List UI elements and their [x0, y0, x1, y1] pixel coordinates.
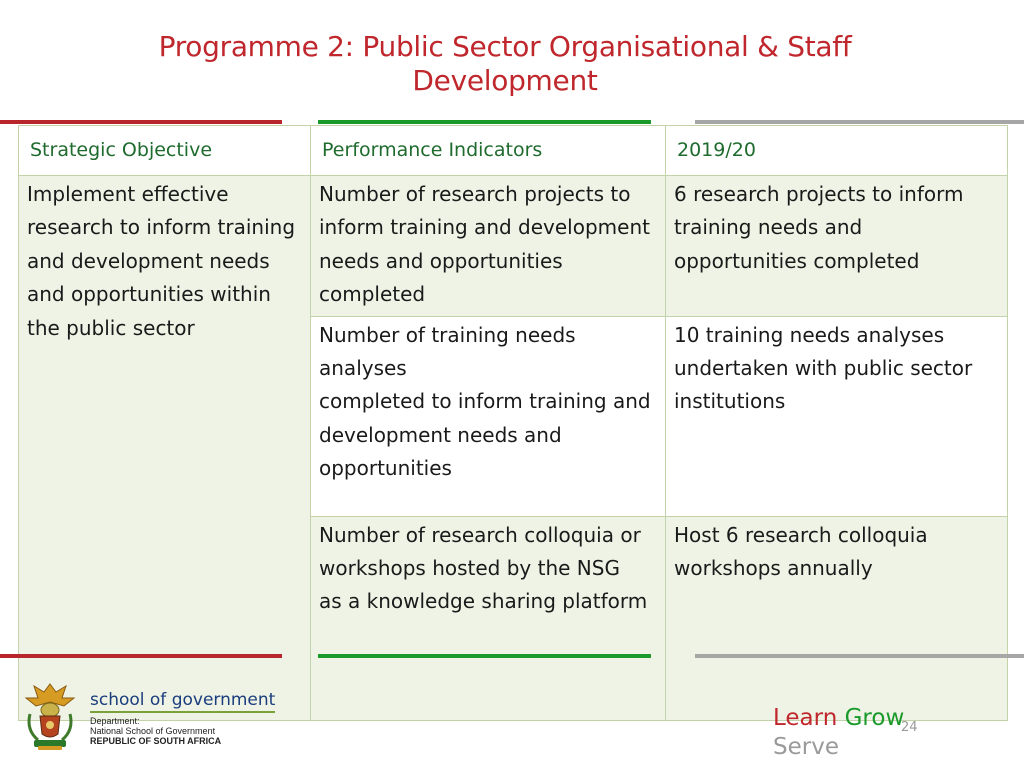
table-row: [19, 176, 1008, 317]
indicator-cell: Number of research projects to inform training and development needs and opportunities completed: [311, 176, 666, 317]
page-number: 24: [901, 720, 918, 735]
top-green-bar: [318, 120, 651, 124]
bottom-green-bar: [318, 654, 651, 658]
bottom-grey-bar: [695, 654, 1024, 658]
indicator-line: Number of research colloquia or workshops hosted by the NSG: [319, 522, 641, 581]
indicator-line: development needs and opportunities: [319, 422, 562, 481]
target-cell: Host 6 research colloquia workshops annually: [666, 516, 1008, 720]
bottom-red-bar: [0, 654, 282, 658]
indicator-line: Number of training needs analyses: [319, 322, 576, 381]
header-strategic-objective: Strategic Objective: [19, 126, 311, 176]
indicator-line: as a knowledge sharing platform: [319, 589, 648, 614]
strategic-objective-cell: Implement effective research to inform training and development needs and opportunities within the public sector: [19, 176, 311, 721]
coat-of-arms-logo: [22, 680, 78, 752]
target-cell: 6 research projects to inform training needs and opportunities completed: [666, 176, 1008, 317]
table-header-row: [19, 126, 1008, 176]
top-grey-bar: [695, 120, 1024, 124]
slogan-grow: Grow: [844, 705, 905, 731]
department-label: Department:: [90, 716, 140, 726]
slide-title: Programme 2: Public Sector Organisational & Staff Development: [158, 30, 852, 97]
indicator-line: completed to inform training and: [319, 389, 651, 414]
department-block: [90, 716, 221, 746]
slogan-serve: Serve: [773, 734, 839, 760]
header-2019-20: 2019/20: [666, 126, 1008, 176]
target-cell: 10 training needs analyses undertaken with public sector institutions: [666, 316, 1008, 516]
performance-table: [18, 125, 1008, 721]
indicator-cell: [311, 516, 666, 720]
country-name: REPUBLIC OF SOUTH AFRICA: [90, 736, 222, 746]
school-name: school of government: [90, 690, 275, 713]
indicator-cell: [311, 316, 666, 516]
slogan: [773, 704, 904, 762]
slogan-learn: Learn: [773, 705, 838, 731]
top-red-bar: [0, 120, 282, 124]
department-name: National School of Government: [90, 726, 216, 736]
header-performance-indicators: Performance Indicators: [311, 126, 666, 176]
